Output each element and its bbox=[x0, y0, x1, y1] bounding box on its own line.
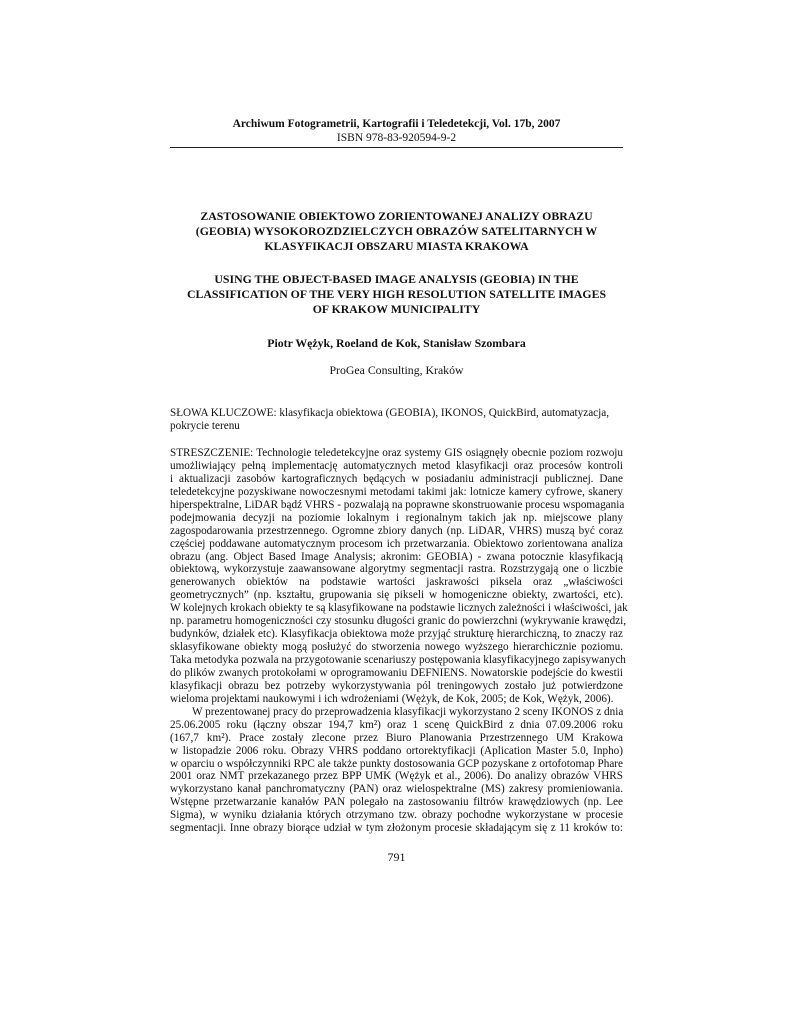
body-line: w listopadzie 2006 roku. Obrazy VHRS poddano ortorektyfikacji (Aplication Master 5.0, Inpho) bbox=[170, 744, 623, 757]
abstract-line: obiektową, wykorzystuje zaawansowane algorytmy segmentacji rastra. Rozstrzygają one o liczbie bbox=[170, 563, 623, 576]
body-line: w oparciu o współczynniki RPC ale także punkty dostosowania GCP pozyskane z ortofotomap Phare bbox=[170, 757, 623, 770]
body-line: wykorzystano kanał panchromatyczny (PAN) oraz wielospektralne (MS) zakresy promieniowania. bbox=[170, 783, 623, 796]
title-polish bbox=[170, 209, 623, 254]
abstract-line: np. parametru homogeniczności czy stosunku długości granic do powierzchni (wykrywanie krawędzi, bbox=[170, 615, 627, 628]
abstract-line: zagospodarowania przestrzennego. Ogromne zbiory danych (np. LiDAR, VHRS) muszą być coraz bbox=[170, 524, 623, 537]
affiliation: ProGea Consulting, Kraków bbox=[329, 363, 464, 377]
running-header bbox=[170, 117, 623, 145]
journal-title: Archiwum Fotogrametrii, Kartografii i Teledetekcji, Vol. 17b, 2007 bbox=[232, 118, 561, 130]
body-line: Wstępne przetwarzanie kanałów PAN polegało na zastosowaniu filtrów krawędziowych (np. Lee bbox=[170, 796, 623, 809]
abstract-line: do plików zwanych protokołami w oprogramowaniu DEFNIENS. Nowatorskie podejście do kwestii bbox=[170, 666, 623, 679]
body-line: 2001 oraz NMT przekazanego przez BPP UMK (Wężyk et al., 2006). Do analizy obrazów VHRS bbox=[170, 770, 623, 783]
body-line: segmentacji. Inne obrazy biorące udział w tym złożonym procesie składającym się z 11 kroków to: bbox=[170, 822, 623, 835]
abstract-line: podejmowania decyzji na poziomie lokalnym i regionalnym takich jak np. miejscowe plany bbox=[170, 511, 623, 524]
abstract-line: budynków, działek etc). Klasyfikacja obiektowa może przyjąć strukturę hierarchiczną, to znaczy raz bbox=[170, 628, 623, 641]
abstract-line: STRESZCZENIE: Technologie teledetekcyjne oraz systemy GIS osiągnęły obecnie poziom rozwoju bbox=[170, 447, 623, 459]
title-english-line: USING THE OBJECT-BASED IMAGE ANALYSIS (GEOBIA) IN THE bbox=[214, 272, 579, 286]
body-line: Sigma), w wyniku działania których otrzymano tzw. obrazy pochodne wykorzystane w procesie bbox=[170, 809, 623, 822]
abstract-line: częściej poddawane automatycznym procesom ich przetwarzania. Obiektowo zorientowana analiza bbox=[170, 537, 623, 550]
abstract-line: hiperspektralne, LiDAR bądź VHRS - pozwalają na poprawne skonstruowanie procesu wspomagania bbox=[170, 498, 625, 511]
body-line: W prezentowanej pracy do przeprowadzenia klasyfikacji wykorzystano 2 sceny IKONOS z dnia bbox=[192, 705, 624, 718]
abstract-line: obrazu (ang. Object Based Image Analysis; akronim: GEOBIA) - zwana potocznie klasyfikacją bbox=[170, 550, 623, 563]
keywords bbox=[170, 407, 623, 433]
abstract-line: sklasyfikowane obiekty mogą posłużyć do stworzenia nowego wyższego hierarchicznie poziomu. bbox=[170, 641, 623, 654]
body-line: (167,7 km²). Prace zostały zlecone przez Biuro Planowania Przestrzennego UM Krakowa bbox=[170, 731, 623, 744]
title-polish-line: (GEOBIA) WYSOKOROZDZIELCZYCH OBRAZÓW SATELITARNYCH W bbox=[195, 224, 598, 238]
abstract-line: generowanych obiektów na podstawie wartości jaskrawości piksela oraz „właściwości bbox=[170, 576, 623, 589]
abstract-line: wieloma projektami naukowymi i ich wdrożeniami (Wężyk, de Kok, 2005; de Kok, Wężyk, 2006). bbox=[170, 692, 614, 705]
title-polish-line: ZASTOSOWANIE OBIEKTOWO ZORIENTOWANEJ ANALIZY OBRAZU bbox=[200, 209, 593, 223]
abstract-line: umożliwiający pełną implementację automatycznych metod klasyfikacji oraz procesów kontroli bbox=[170, 459, 623, 472]
title-english-line: CLASSIFICATION OF THE VERY HIGH RESOLUTION SATELLITE IMAGES bbox=[186, 287, 607, 301]
page-number: 791 bbox=[387, 850, 406, 864]
title-english-line: OF KRAKOW MUNICIPALITY bbox=[312, 302, 481, 316]
abstract-line: Taka metodyka pozwala na przygotowanie scenariuszy postępowania klasyfikacyjnego zapisywanych bbox=[170, 654, 626, 666]
title-english bbox=[170, 272, 623, 317]
authors: Piotr Wężyk, Roeland de Kok, Stanisław Szombara bbox=[267, 336, 526, 350]
abstract-line: W kolejnych krokach obiekty te są klasyfikowane na podstawie licznych zależności i właściwości, jak bbox=[170, 602, 628, 615]
header-rule bbox=[170, 147, 623, 148]
abstract-line: klasyfikacji obrazu bez potrzeby wykorzystywania pól treningowych zostało już potwierdzone bbox=[170, 679, 623, 692]
isbn-line: ISBN 978-83-920594-9-2 bbox=[336, 132, 457, 144]
abstract-line: i aktualizacji zasobów kartograficznych będących w posiadaniu administracji publicznej. Dane bbox=[170, 472, 623, 485]
title-polish-line: KLASYFIKACJI OBSZARU MIASTA KRAKOWA bbox=[264, 239, 529, 253]
abstract-line: geometrycznych” (np. kształtu, grupowania się pikseli w homogeniczne obiekty, zwartości, etc). bbox=[170, 589, 623, 602]
abstract-line: teledetekcyjne pozyskiwane nowoczesnymi metodami takimi jak: lotnicze kamery cyfrowe, skanery bbox=[170, 485, 623, 498]
keywords-line: pokrycie terenu bbox=[170, 420, 240, 432]
abstract-body bbox=[170, 447, 628, 835]
keywords-line: SŁOWA KLUCZOWE: klasyfikacja obiektowa (GEOBIA), IKONOS, QuickBird, automatyzacja, bbox=[170, 407, 610, 419]
body-line: 25.06.2005 roku (łączny obszar 194,7 km²) oraz 1 scenę QuickBird z dnia 07.09.2006 roku bbox=[170, 718, 623, 731]
